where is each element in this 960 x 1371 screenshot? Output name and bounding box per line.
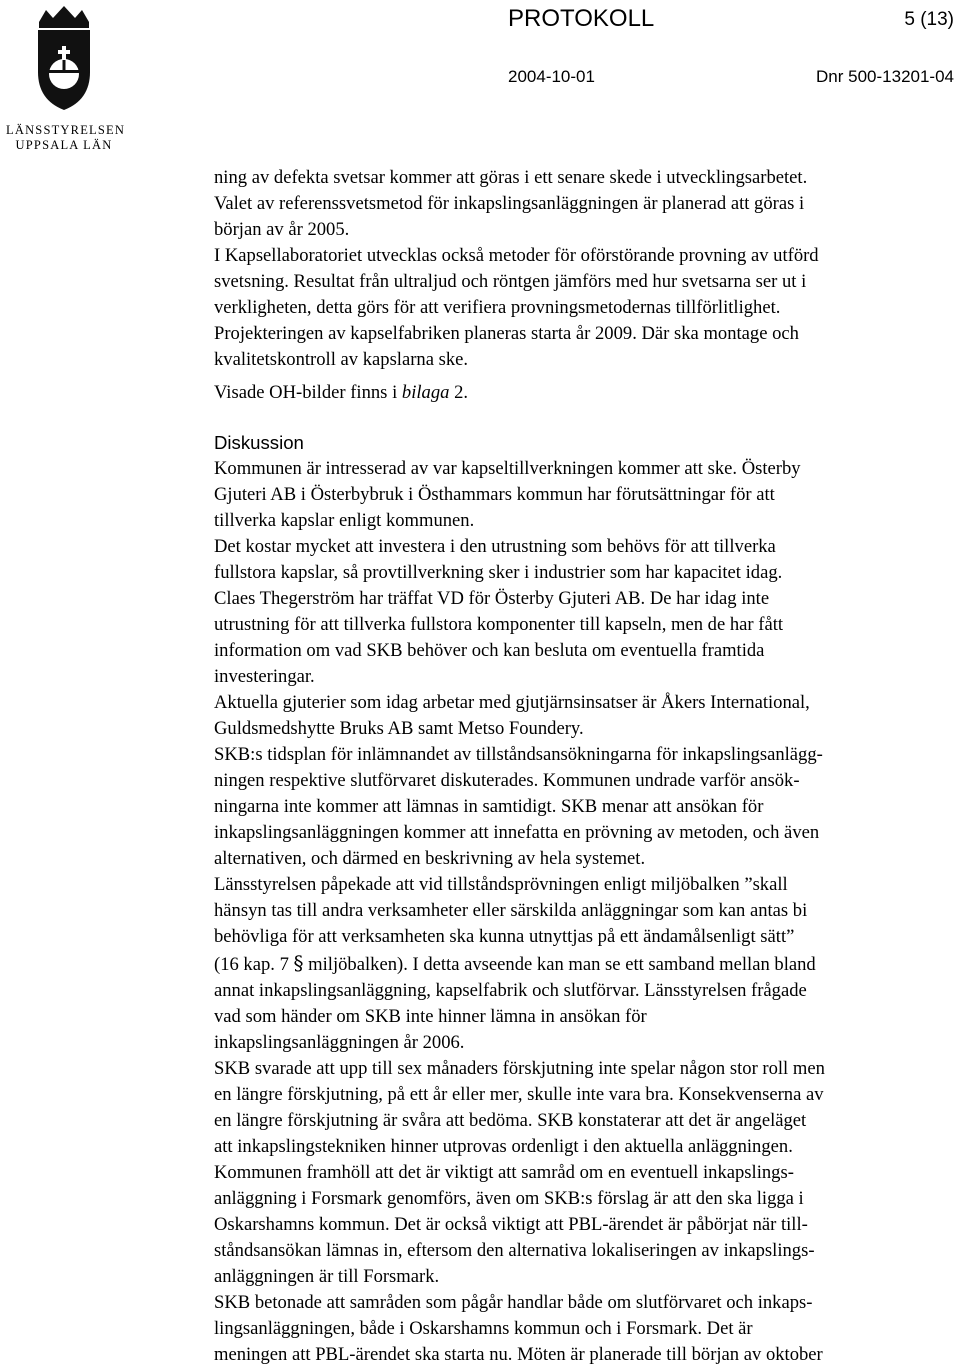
text-line: information om vad SKB behöver och kan besluta om eventuella framtida xyxy=(214,640,765,661)
text-line: en längre förskjutning, på ett år eller mer, skulle inte vara bra. Konsekvenserna av xyxy=(214,1084,824,1105)
text-line: ning av defekta svetsar kommer att göras i ett senare skede i utvecklingsarbetet. xyxy=(214,167,808,188)
text-line: (16 kap. 7 § miljöbalken). I detta avseende kan man se ett samband mellan bland xyxy=(214,951,816,975)
section-sign: § xyxy=(293,951,304,975)
text-line: Guldsmedshytte Bruks AB samt Metso Foundery. xyxy=(214,718,584,739)
text-line: anläggning i Forsmark genomförs, även om SKB:s förslag är att den ska ligga i xyxy=(214,1188,804,1209)
page-number: 5 (13) xyxy=(904,9,954,30)
discussion-text xyxy=(214,456,956,1368)
text-line: ningarna inte kommer att lämnas in samtidigt. SKB menar att ansökan för xyxy=(214,796,764,817)
text-line: en längre förskjutning är svåra att bedöma. SKB konstaterar att det är angeläget xyxy=(214,1110,807,1131)
text-line: alternativen, och därmed en beskrivning av hela systemet. xyxy=(214,848,646,869)
document-type: PROTOKOLL xyxy=(508,5,655,32)
text-line: vad som händer om SKB inte hinner lämna in ansökan för xyxy=(214,1006,647,1027)
text-line: Aktuella gjuterier som idag arbetar med gjutjärnsinsatser är Åkers International, xyxy=(214,692,810,713)
document-body xyxy=(214,165,956,1368)
text-line: verkligheten, detta görs för att verifiera provningsmetodernas tillförlitlighet. xyxy=(214,297,781,318)
text-line: Gjuteri AB i Österbybruk i Östhammars kommun har förutsättningar för att xyxy=(214,484,775,505)
text-line: utrustning för att tillverka fullstora komponenter till kapseln, men de har fått xyxy=(214,614,784,635)
text-line: Valet av referenssvetsmetod för inkapslingsanläggningen är planerad att göras i xyxy=(214,193,805,214)
org-name-line1: LÄNSSTYRELSEN xyxy=(6,123,126,137)
text-line: hänsyn tas till andra verksamheter eller särskilda anläggningar som kan antas bi xyxy=(214,900,808,921)
paragraph-welding xyxy=(214,165,956,373)
text-line: Projekteringen av kapselfabriken planeras starta år 2009. Där ska montage och xyxy=(214,323,799,344)
text-line: anläggningen är till Forsmark. xyxy=(214,1266,440,1287)
county-logo xyxy=(6,2,126,152)
text-line: investeringar. xyxy=(214,666,315,687)
text-line: fullstora kapslar, så provtillverkning sker i industrier som har kapacitet idag. xyxy=(214,562,783,583)
text-line: svetsning. Resultat från ultraljud och röntgen jämförs med hur svetsarna ser ut i xyxy=(214,271,807,292)
text-line: ståndsansökan lämnas in, eftersom den alternativa lokaliseringen av inkapslings- xyxy=(214,1240,815,1261)
text-line: Oskarshamns kommun. Det är också viktigt att PBL-ärendet är påbörjat när till- xyxy=(214,1214,808,1235)
text-line: Claes Thegerström har träffat VD för Österby Gjuteri AB. De har idag inte xyxy=(214,588,770,609)
text-line: behövliga för att verksamheten ska kunna utnyttjas på ett ändamålsenligt sätt” xyxy=(214,926,795,947)
text-line: Länsstyrelsen påpekade att vid tillståndsprövningen enligt miljöbalken ”skall xyxy=(214,874,788,895)
text-line: att inkapslingstekniken hinner utprovas ordenligt i den aktuella anläggningen. xyxy=(214,1136,793,1157)
document-date: 2004-10-01 xyxy=(508,67,595,86)
text-line: annat inkapslingsanläggning, kapselfabrik och slutförvar. Länsstyrelsen frågade xyxy=(214,980,807,1001)
text-line: SKB:s tidsplan för inlämnandet av tillståndsansökningarna för inkapslingsanlägg- xyxy=(214,744,823,765)
text-line: inkapslingsanläggningen kommer att innefatta en prövning av metoden, och även xyxy=(214,822,820,843)
org-name-line2: UPPSALA LÄN xyxy=(15,138,113,152)
section-heading-discussion: Diskussion xyxy=(214,432,304,453)
document-reference-number: Dnr 500-13201-04 xyxy=(816,67,954,86)
text-line: tillverka kapslar enligt kommunen. xyxy=(214,510,475,531)
text-line: Kommunen är intresserad av var kapseltillverkningen kommer att ske. Österby xyxy=(214,458,801,479)
text-line: lingsanläggningen, både i Oskarshamns kommun och i Forsmark. Det är xyxy=(214,1318,753,1339)
text-line: meningen att PBL-ärendet ska starta nu. Möten är planerade till början av oktober xyxy=(214,1344,823,1365)
text-line: inkapslingsanläggningen år 2006. xyxy=(214,1032,465,1053)
text-line: Kommunen framhöll att det är viktigt att samråd om en eventuell inkapslings- xyxy=(214,1162,794,1183)
attachment-reference: bilaga xyxy=(401,382,450,403)
text-line: SKB betonade att samråden som pågår handlar både om slutförvaret och inkaps- xyxy=(214,1292,813,1313)
text-line: ningen respektive slutförvaret diskuterades. Kommunen undrade varför ansök- xyxy=(214,770,800,791)
attachment-note xyxy=(214,380,956,406)
text-line: Visade OH-bilder finns i bilaga 2. xyxy=(214,382,469,403)
text-line: kvalitetskontroll av kapslarna ske. xyxy=(214,349,469,370)
text-line: Det kostar mycket att investera i den utrustning som behövs för att tillverka xyxy=(214,536,776,557)
text-line: början av år 2005. xyxy=(214,219,350,240)
text-line: SKB svarade att upp till sex månaders förskjutning inte spelar någon stor roll men xyxy=(214,1058,825,1079)
county-coat-of-arms-icon xyxy=(6,2,122,122)
text-line: I Kapsellaboratoriet utvecklas också metoder för oförstörande provning av utförd xyxy=(214,245,819,266)
